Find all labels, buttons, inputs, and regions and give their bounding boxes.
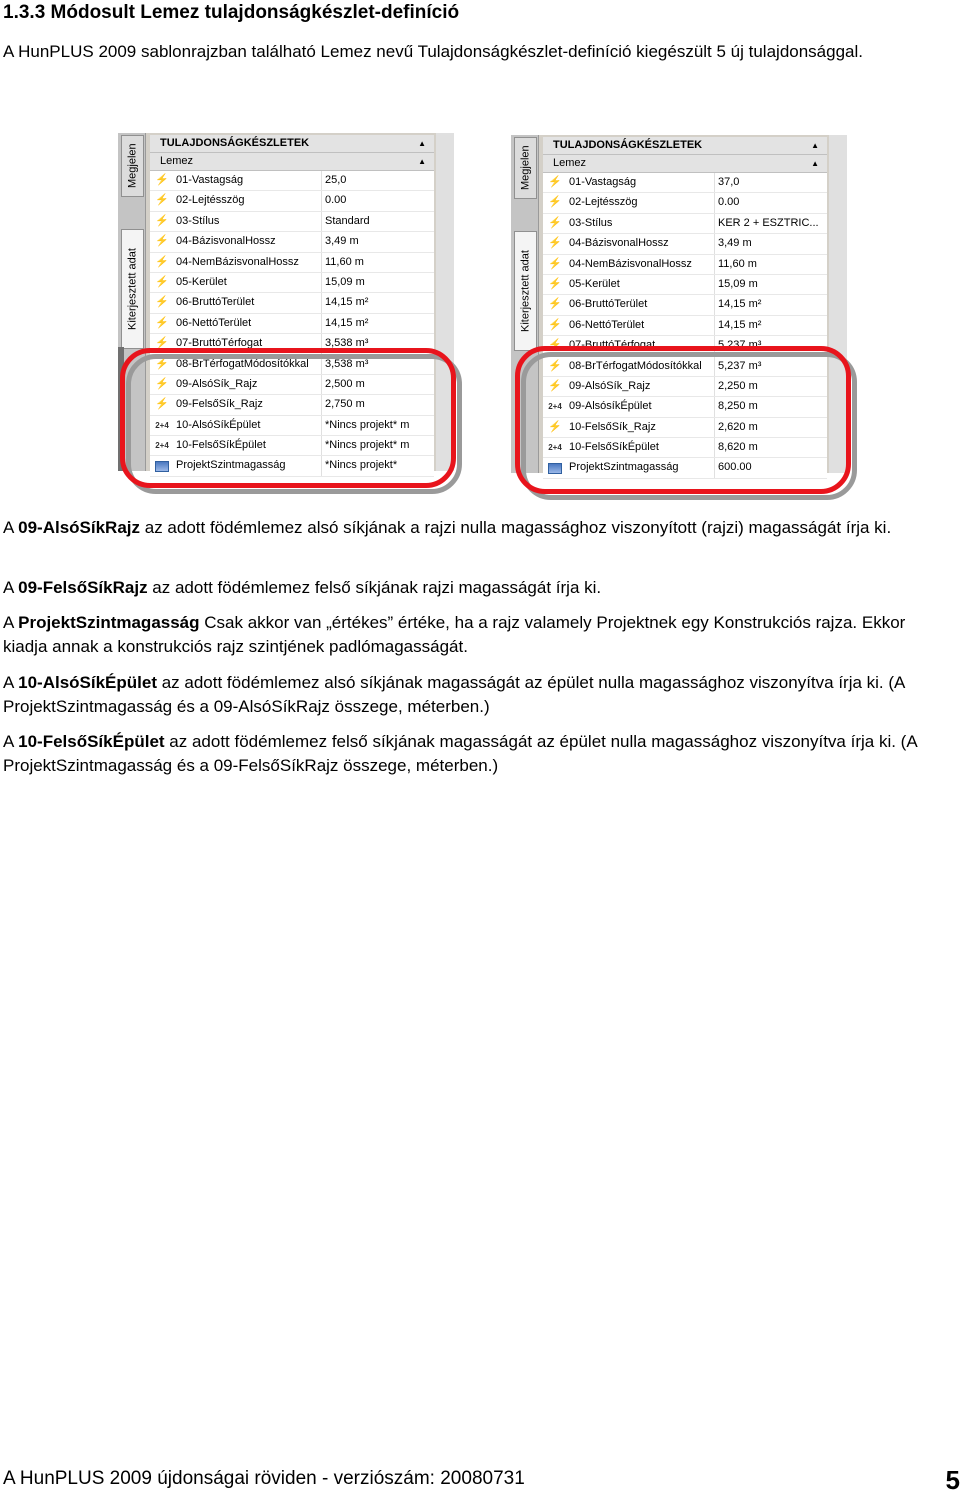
property-name: 10-FelsőSíkÉpület	[567, 438, 715, 457]
paragraph-felsosikepulet	[3, 730, 948, 778]
property-row[interactable]	[150, 314, 434, 334]
text-run: az adott födémlemez alsó síkjának magasságát az épület nulla magassághoz viszonyítva írja ki. (A ProjektSzintmagasság és a 09-AlsóSíkRajz összege, méterben.)	[3, 673, 905, 716]
group-header[interactable]	[150, 135, 434, 153]
text-run: az adott födémlemez felső síkjának rajzi magasságát írja ki.	[147, 578, 602, 597]
property-value[interactable]: 14,15 m²	[325, 296, 369, 309]
text-run: A	[3, 673, 19, 692]
formula-icon: 2+4	[548, 402, 562, 412]
collapse-arrow-icon[interactable]: ▲	[811, 159, 819, 168]
lightning-icon: ⚡	[155, 194, 169, 207]
property-value[interactable]: 14,15 m²	[718, 318, 762, 331]
subgroup-title: Lemez	[160, 155, 194, 167]
lightning-icon: ⚡	[155, 377, 169, 390]
bold-term: ProjektSzintmagasság	[18, 613, 200, 632]
property-name: 04-NemBázisvonalHossz	[567, 255, 715, 274]
property-value[interactable]: KER 2 + ESZTRIC...	[718, 216, 819, 229]
property-value[interactable]: 600.00	[718, 461, 752, 474]
property-row[interactable]	[543, 295, 827, 315]
property-value[interactable]: 5,237 m³	[718, 339, 762, 352]
property-row[interactable]	[150, 212, 434, 232]
property-row[interactable]	[543, 316, 827, 336]
property-value[interactable]: 0.00	[718, 196, 740, 209]
lightning-icon: ⚡	[548, 298, 562, 311]
lightning-icon: ⚡	[548, 339, 562, 352]
property-name: 06-NettóTerület	[174, 314, 322, 333]
lightning-icon: ⚡	[548, 420, 562, 433]
property-name: 09-FelsőSík_Rajz	[174, 395, 322, 414]
property-value[interactable]: *Nincs projekt* m	[325, 439, 410, 452]
property-value[interactable]: 5,237 m³	[718, 359, 762, 372]
lightning-icon: ⚡	[155, 235, 169, 248]
collapse-arrow-icon[interactable]: ▲	[811, 141, 819, 150]
subgroup-header[interactable]	[543, 155, 827, 173]
property-name: 06-BruttóTerület	[174, 293, 322, 312]
property-name: 01-Vastagság	[174, 171, 322, 190]
property-name: 04-BázisvonalHossz	[567, 234, 715, 253]
property-name: 07-BruttóTérfogat	[174, 334, 322, 353]
property-row[interactable]	[543, 234, 827, 254]
collapse-arrow-icon[interactable]: ▲	[418, 157, 426, 166]
property-name: 02-Lejtésszög	[174, 191, 322, 210]
property-name: 08-BrTérfogatMódosítókkal	[174, 355, 322, 374]
property-value[interactable]: 0.00	[325, 194, 347, 207]
group-title: TULAJDONSÁGKÉSZLETEK	[553, 139, 703, 151]
lightning-icon: ⚡	[155, 337, 169, 350]
property-row[interactable]	[150, 171, 434, 191]
formula-icon: 2+4	[155, 441, 169, 451]
paragraph-alsosikepulet	[3, 671, 948, 719]
property-value[interactable]: 11,60 m	[718, 257, 757, 270]
formula-icon: 2+4	[155, 420, 169, 430]
property-value[interactable]: 8,250 m	[718, 400, 758, 413]
lightning-icon: ⚡	[548, 196, 562, 209]
tab-megjelen[interactable]: Megjelen	[514, 137, 537, 199]
property-row[interactable]	[150, 191, 434, 211]
group-title: TULAJDONSÁGKÉSZLETEK	[160, 137, 310, 149]
lightning-icon: ⚡	[548, 216, 562, 229]
group-header[interactable]	[543, 137, 827, 155]
paragraph-projektszintmagassag	[3, 611, 948, 659]
property-value[interactable]: 15,09 m	[718, 277, 758, 290]
text-run: az adott födémlemez alsó síkjának a rajzi nulla magassághoz viszonyított (rajzi) magasságát írja ki.	[140, 518, 892, 537]
property-value[interactable]: 3,538 m³	[325, 337, 369, 350]
property-value[interactable]: 14,15 m²	[718, 298, 762, 311]
paragraph-alsosikrajz	[3, 516, 948, 540]
property-name: ProjektSzintmagasság	[567, 458, 715, 477]
property-name: 03-Stílus	[567, 214, 715, 233]
lightning-icon: ⚡	[155, 255, 169, 268]
lightning-icon: ⚡	[548, 257, 562, 270]
lightning-icon: ⚡	[155, 174, 169, 186]
property-name: 09-AlsósíkÉpület	[567, 397, 715, 416]
lightning-icon: ⚡	[548, 379, 562, 392]
text-run: A	[3, 732, 19, 751]
property-value[interactable]: 2,500 m	[325, 377, 365, 390]
subgroup-title: Lemez	[553, 157, 587, 169]
property-name: 06-BruttóTerület	[567, 295, 715, 314]
property-value[interactable]: 2,250 m	[718, 379, 758, 392]
property-row[interactable]	[150, 293, 434, 313]
lightning-icon: ⚡	[548, 176, 562, 188]
lightning-icon: ⚡	[155, 316, 169, 329]
property-name: 07-BruttóTérfogat	[567, 336, 715, 355]
lightning-icon: ⚡	[548, 359, 562, 372]
property-row[interactable]	[543, 275, 827, 295]
section-heading: 1.3.3 Módosult Lemez tulajdonságkészlet-definíció	[3, 2, 460, 23]
property-value[interactable]: 14,15 m²	[325, 316, 369, 329]
lightning-icon: ⚡	[548, 277, 562, 290]
text-run: az adott födémlemez felső síkjának magasságát az épület nulla magassághoz viszonyítva írja ki. (A ProjektSzintmagasság és a 09-FelsőSíkRajz összege, méterben.)	[3, 732, 917, 775]
lightning-icon: ⚡	[155, 398, 169, 411]
property-name: 03-Stílus	[174, 212, 322, 231]
bold-term: 10-AlsóSíkÉpület	[18, 673, 157, 692]
property-value[interactable]: *Nincs projekt*	[325, 459, 398, 472]
property-name: 08-BrTérfogatMódosítókkal	[567, 357, 715, 376]
text-run: A	[3, 578, 19, 597]
property-value[interactable]: Standard	[325, 214, 370, 227]
property-name: 05-Kerület	[174, 273, 322, 292]
lightning-icon: ⚡	[155, 357, 169, 370]
property-name: ProjektSzintmagasság	[174, 456, 322, 475]
formula-icon: 2+4	[548, 443, 562, 453]
property-value[interactable]: 11,60 m	[325, 255, 364, 268]
property-value[interactable]: 2,750 m	[325, 398, 365, 411]
property-row[interactable]	[150, 253, 434, 273]
subgroup-header[interactable]	[150, 153, 434, 171]
property-name: 10-FelsőSíkÉpület	[174, 436, 322, 455]
property-name: 01-Vastagság	[567, 173, 715, 192]
property-value[interactable]: 8,620 m	[718, 441, 758, 454]
property-value[interactable]: 15,09 m	[325, 275, 365, 288]
bold-term: 09-AlsóSíkRajz	[18, 518, 141, 537]
property-name: 04-BázisvonalHossz	[174, 232, 322, 251]
bold-term: 09-FelsőSíkRajz	[18, 578, 148, 597]
lightning-icon: ⚡	[548, 318, 562, 331]
property-name: 04-NemBázisvonalHossz	[174, 253, 322, 272]
lightning-icon: ⚡	[548, 237, 562, 250]
property-name: 10-FelsőSík_Rajz	[567, 418, 715, 437]
collapse-arrow-icon[interactable]: ▲	[418, 139, 426, 148]
footer-text: A HunPLUS 2009 újdonságai röviden - verziószám: 20080731	[3, 1468, 525, 1489]
property-row[interactable]	[543, 193, 827, 213]
property-name: 06-NettóTerület	[567, 316, 715, 335]
lightning-icon: ⚡	[155, 275, 169, 288]
property-name: 10-AlsóSíkÉpület	[174, 416, 322, 435]
lightning-icon: ⚡	[155, 296, 169, 309]
text-run: Csak akkor van „értékes” értéke, ha a rajz valamely Projektnek egy Konstrukciós rajza. Ekkor kiadja annak a konstrukciós rajz szintjének padlómagasságát.	[3, 613, 906, 656]
property-name: 05-Kerület	[567, 275, 715, 294]
highlight-ring	[120, 348, 456, 488]
property-row[interactable]	[543, 214, 827, 234]
tab-kiterjesztett-adat[interactable]: Kiterjesztett adat	[121, 229, 144, 349]
property-row[interactable]	[543, 255, 827, 275]
property-value[interactable]: 3,538 m³	[325, 357, 369, 370]
tab-kiterjesztett-adat[interactable]: Kiterjesztett adat	[514, 231, 537, 351]
lightning-icon: ⚡	[155, 214, 169, 227]
property-name: 02-Lejtésszög	[567, 193, 715, 212]
property-value[interactable]: 25,0	[325, 174, 347, 186]
tab-megjelen[interactable]: Megjelen	[121, 135, 144, 197]
property-value[interactable]: 3,49 m	[325, 235, 359, 248]
property-name: 09-AlsóSík_Rajz	[174, 375, 322, 394]
highlight-ring	[515, 346, 851, 494]
property-row[interactable]	[150, 232, 434, 252]
property-value[interactable]: 37,0	[718, 176, 740, 188]
text-run: A	[3, 518, 19, 537]
intro-paragraph: A HunPLUS 2009 sablonrajzban található Lemez nevű Tulajdonságkészlet-definíció kiegészült 5 új tulajdonsággal.	[3, 42, 864, 61]
property-name: 09-AlsóSík_Rajz	[567, 377, 715, 396]
property-value[interactable]: 3,49 m	[718, 237, 752, 250]
page-number: 5	[945, 1465, 960, 1495]
bold-term: 10-FelsőSíkÉpület	[18, 732, 165, 751]
property-value[interactable]: 2,620 m	[718, 420, 758, 433]
property-row[interactable]	[543, 173, 827, 193]
text-run: A	[3, 613, 19, 632]
paragraph-felsosikrajz	[3, 576, 948, 600]
property-value[interactable]: *Nincs projekt* m	[325, 418, 410, 431]
property-row[interactable]	[150, 273, 434, 293]
